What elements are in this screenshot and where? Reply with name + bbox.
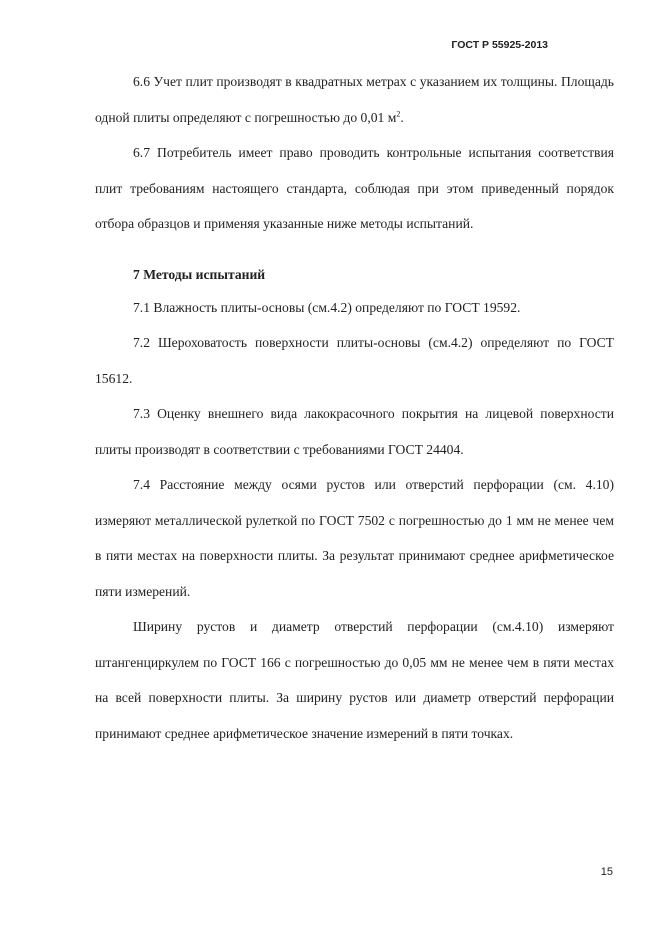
paragraph-7-3: 7.3 Оценку внешнего вида лакокрасочного покрытия на лицевой поверхности плиты производят в соответствии с требованиями ГОСТ 24404.	[95, 406, 614, 457]
paragraph-6-7: 6.7 Потребитель имеет право проводить контрольные испытания соответствия плит требованиям настоящего стандарта, соблюдая при этом приведенный порядок отбора образцов и применяя указанные ниже методы испытаний.	[95, 145, 614, 231]
paragraph-6-6-text: 6.6 Учет плит производят в квадратных метрах с указанием их толщины. Площадь одной плиты определяют с погрешностью до 0,01 м	[95, 74, 614, 125]
paragraph-7-2: 7.2 Шероховатость поверхности плиты-основы (см.4.2) определяют по ГОСТ 15612.	[95, 335, 614, 386]
paragraph-7-4: 7.4 Расстояние между осями рустов или отверстий перфорации (см. 4.10) измеряют металлической рулеткой по ГОСТ 7502 с погрешностью до 1 мм не менее чем в пяти местах на поверхности плиты. За результат принимают среднее арифметическое пяти измерений.	[95, 477, 614, 599]
paragraph-6-6-end: .	[400, 109, 404, 125]
superscript-2: 2	[396, 108, 401, 118]
page-number: 15	[600, 866, 613, 878]
paragraph-6-6	[95, 64, 614, 135]
paragraph-7-1: 7.1 Влажность плиты-основы (см.4.2) определяют по ГОСТ 19592.	[133, 299, 521, 315]
section-gap	[95, 242, 614, 260]
paragraph-width-measurement: Ширину рустов и диаметр отверстий перфорации (см.4.10) измеряют штангенциркулем по ГОСТ 166 с погрешностью до 0,05 мм не менее чем в пяти местах на всей поверхности плиты. За ширину рустов или диаметр отверстий перфорации принимают среднее арифметическое значение измерений в пяти точках.	[95, 619, 614, 741]
section-7-heading: 7 Методы испытаний	[133, 266, 266, 282]
document-body	[95, 64, 614, 751]
document-code-header: ГОСТ Р 55925-2013	[451, 39, 548, 51]
